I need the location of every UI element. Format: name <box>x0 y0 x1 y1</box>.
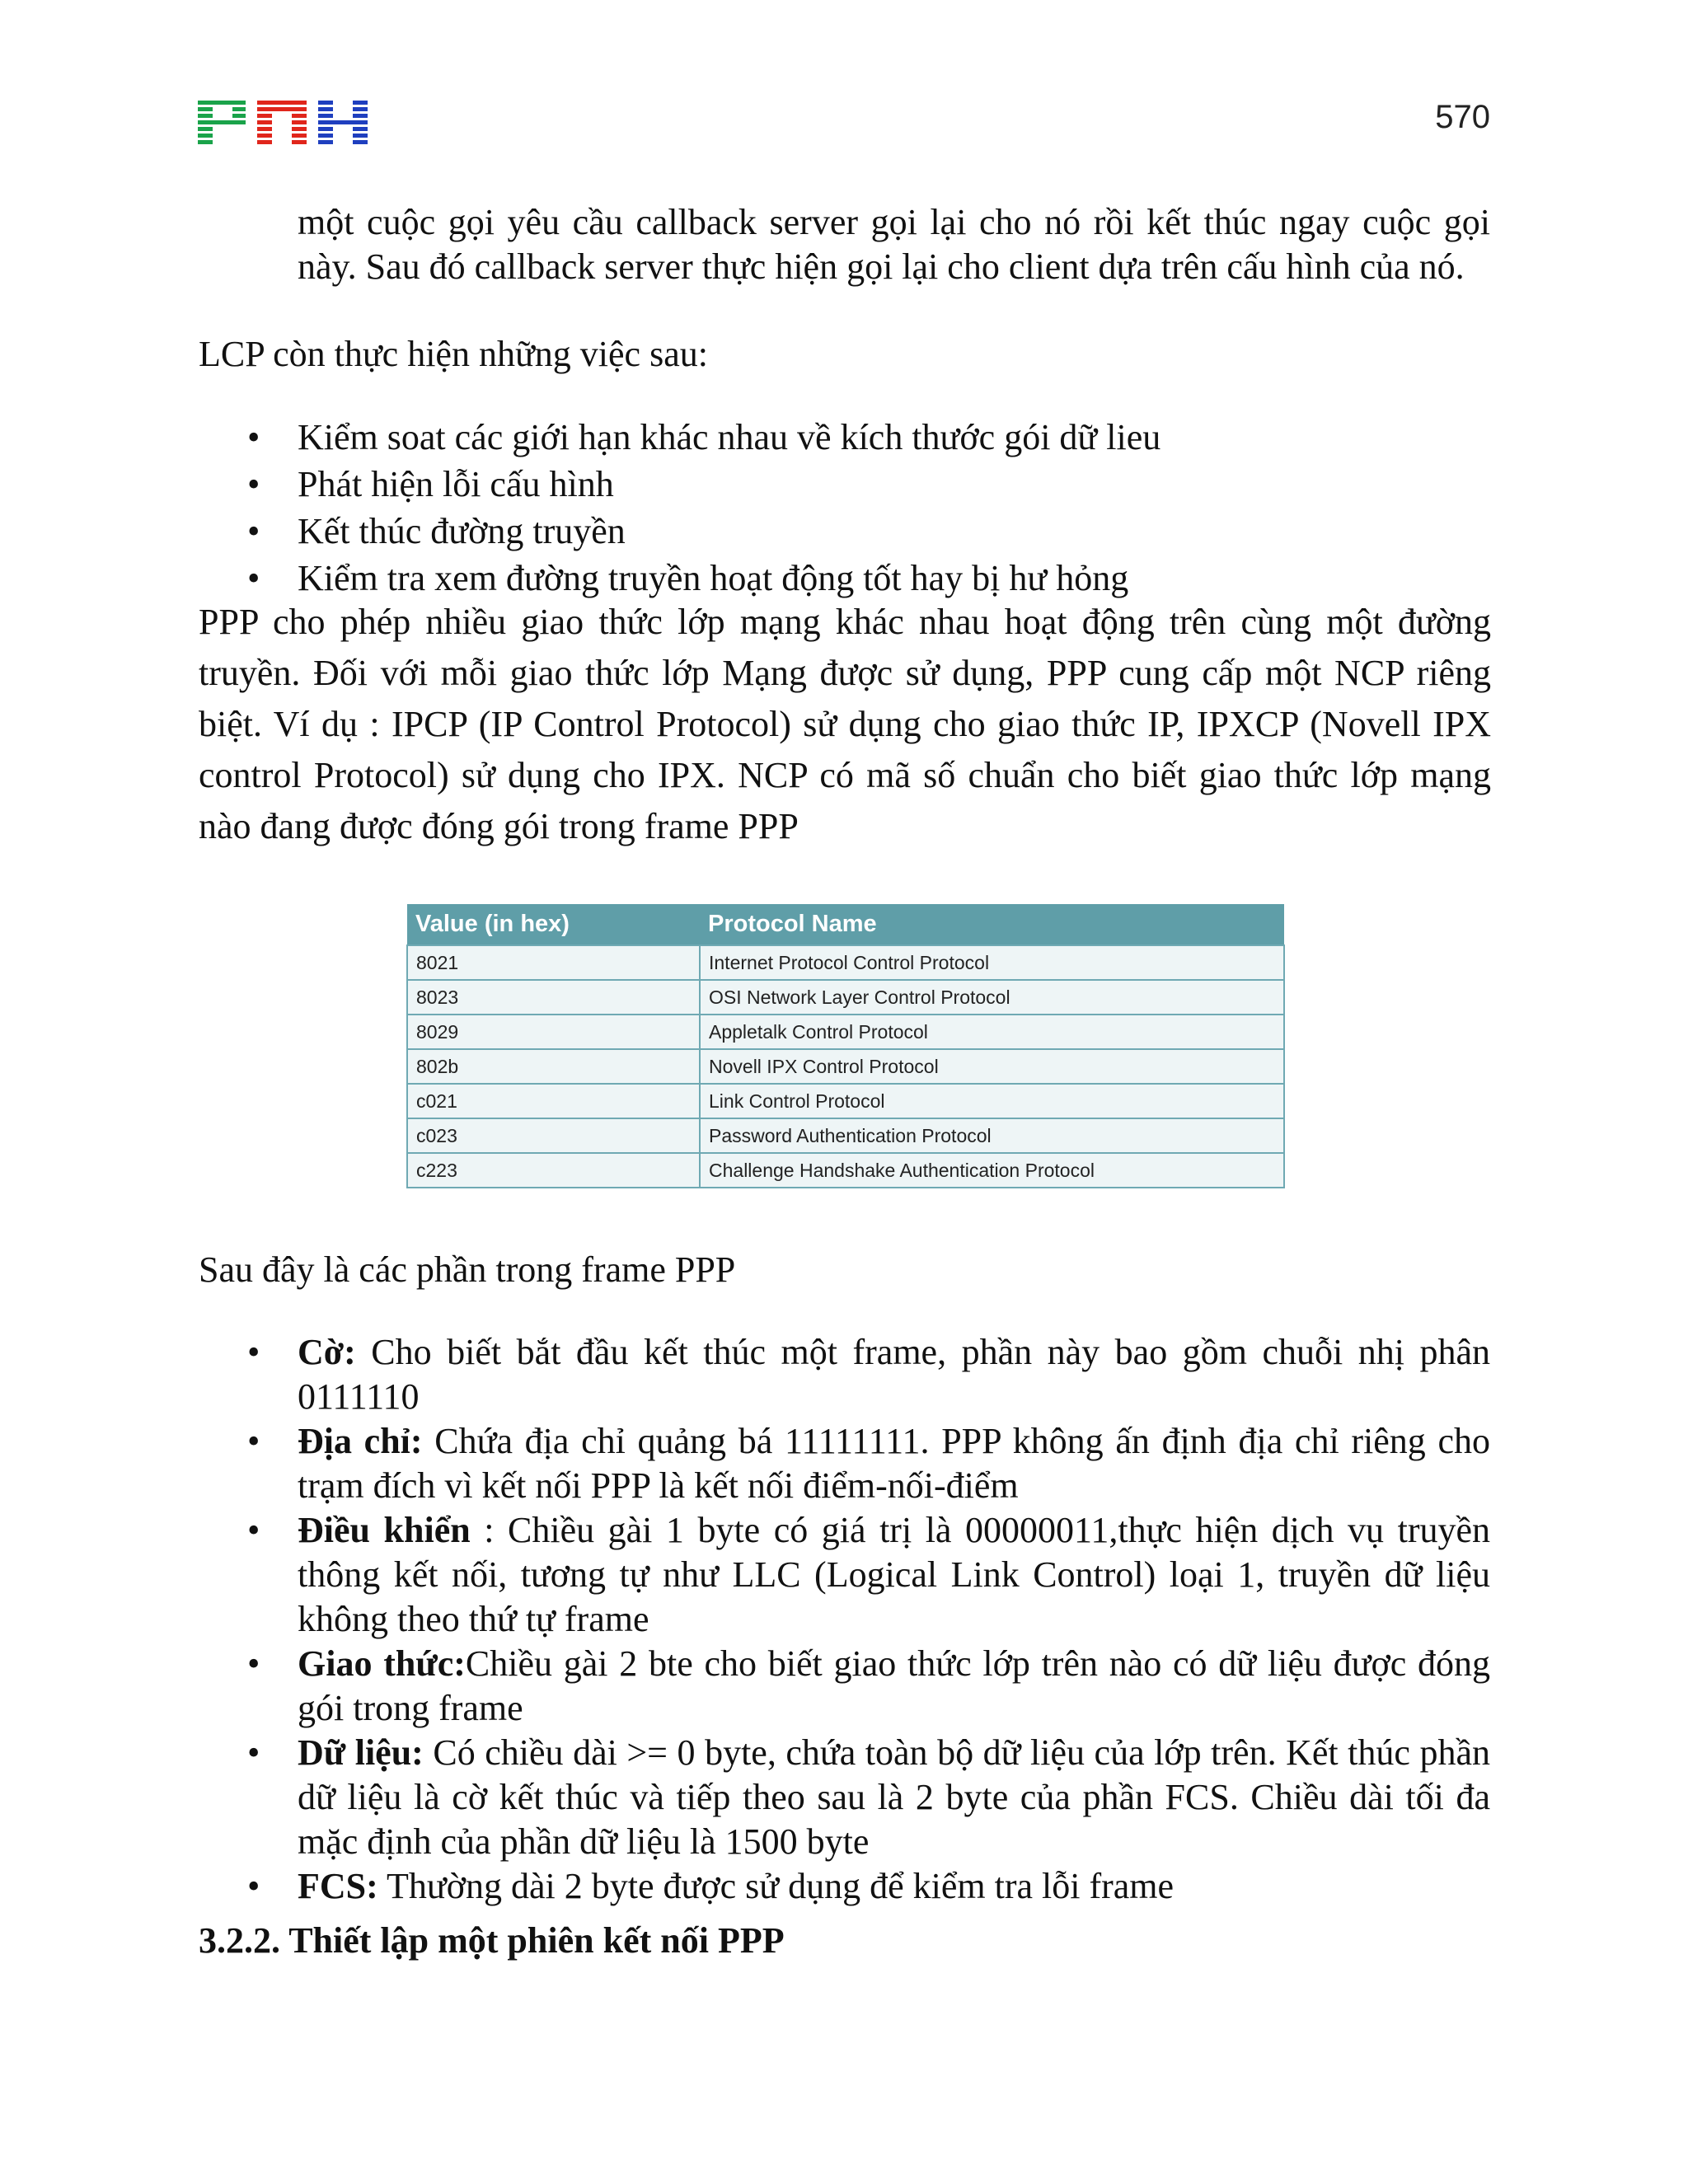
list-item <box>247 1731 1490 1864</box>
cell-value: c223 <box>407 1153 700 1188</box>
cell-value: 8021 <box>407 945 700 980</box>
table-row <box>407 1049 1284 1084</box>
list-item: • Phát hiện lỗi cấu hình <box>247 461 1490 508</box>
protocol-table <box>406 904 1287 1186</box>
field-term: Dữ liệu: <box>298 1732 424 1773</box>
list-item <box>247 1642 1490 1731</box>
field-description: : Chiều gài 1 byte có giá trị là 00000011,thực hiện dịch vụ truyền thông kết nối, tương tự như LLC (Logical Link Control) loại 1, truyền dữ liệu không theo thứ tự frame <box>298 1510 1490 1639</box>
list-item <box>247 1864 1490 1909</box>
cell-protocol: Challenge Handshake Authentication Protocol <box>700 1153 1284 1188</box>
cell-protocol: Novell IPX Control Protocol <box>700 1049 1284 1084</box>
lcp-intro: LCP còn thực hiện những việc sau: <box>199 334 708 374</box>
ppp-paragraph: PPP cho phép nhiều giao thức lớp mạng khác nhau hoạt động trên cùng một đường truyền. Đối với mỗi giao thức lớp Mạng được sử dụng, PPP cung cấp một NCP riêng biệt. Ví dụ : IPCP (IP Control Protocol) sử dụng cho giao thức IP, IPXCP (Novell IPX control Protocol) sử dụng cho IPX. NCP có mã số chuẩn cho biết giao thức lớp mạng nào đang được đóng gói trong frame PPP <box>199 602 1491 846</box>
column-header-protocol: Protocol Name <box>708 911 877 937</box>
cell-value: 802b <box>407 1049 700 1084</box>
cell-protocol: Password Authentication Protocol <box>700 1118 1284 1153</box>
list-item <box>247 1419 1490 1508</box>
table-row <box>407 945 1284 980</box>
table-row <box>407 1153 1284 1188</box>
page-number: 570 <box>1435 99 1490 135</box>
frame-intro: Sau đây là các phần trong frame PPP <box>199 1249 736 1290</box>
field-term: Cờ: <box>298 1332 356 1372</box>
table-row <box>407 980 1284 1015</box>
frame-fields-list <box>247 1330 1490 1909</box>
cell-protocol: Appletalk Control Protocol <box>700 1015 1284 1049</box>
intro-continuation: một cuộc gọi yêu cầu callback server gọi lại cho nó rồi kết thúc ngay cuộc gọi này. Sau đó callback server thực hiện gọi lại cho client dựa trên cấu hình của nó. <box>298 202 1490 287</box>
pnh-logo <box>198 101 368 147</box>
table-row <box>407 1084 1284 1118</box>
cell-value: 8029 <box>407 1015 700 1049</box>
field-description: Có chiều dài >= 0 byte, chứa toàn bộ dữ liệu của lớp trên. Kết thúc phần dữ liệu là cờ kết thúc và tiếp theo sau là 2 byte của phần FCS. Chiều dài tối đa mặc định của phần dữ liệu là 1500 byte <box>298 1732 1491 1862</box>
cell-protocol: Link Control Protocol <box>700 1084 1284 1118</box>
cell-value: c023 <box>407 1118 700 1153</box>
list-item: • Kiểm soat các giới hạn khác nhau về kích thước gói dữ lieu <box>247 414 1490 461</box>
list-item <box>247 1508 1490 1642</box>
table-header-row <box>407 904 1284 945</box>
field-description: Thường dài 2 byte được sử dụng để kiểm tra lỗi frame <box>377 1866 1175 1906</box>
field-term: Điều khiển <box>298 1510 471 1550</box>
field-description: Chứa địa chỉ quảng bá 11111111. PPP không ấn định địa chỉ riêng cho trạm đích vì kết nối PPP là kết nối điểm-nối-điểm <box>298 1421 1490 1506</box>
cell-protocol: OSI Network Layer Control Protocol <box>700 980 1284 1015</box>
field-description: Chiều gài 2 bte cho biết giao thức lớp trên nào có dữ liệu được đóng gói trong frame <box>298 1643 1490 1728</box>
table-row <box>407 1118 1284 1153</box>
field-description: Cho biết bắt đầu kết thúc một frame, phần này bao gồm chuỗi nhị phân 0111110 <box>298 1332 1490 1417</box>
list-item <box>247 1330 1490 1419</box>
field-term: Địa chỉ: <box>298 1421 423 1461</box>
list-item: • Kiểm tra xem đường truyền hoạt động tốt hay bị hư hỏng <box>247 555 1490 602</box>
field-term: Giao thức: <box>298 1643 466 1684</box>
column-header-value: Value (in hex) <box>415 911 570 937</box>
list-item: • Kết thúc đường truyền <box>247 508 1490 555</box>
section-heading: 3.2.2. Thiết lập một phiên kết nối PPP <box>199 1920 785 1961</box>
cell-value: 8023 <box>407 980 700 1015</box>
cell-value: c021 <box>407 1084 700 1118</box>
field-term: FCS: <box>298 1866 378 1906</box>
table-row <box>407 1015 1284 1049</box>
cell-protocol: Internet Protocol Control Protocol <box>700 945 1284 980</box>
lcp-list <box>247 414 1490 602</box>
